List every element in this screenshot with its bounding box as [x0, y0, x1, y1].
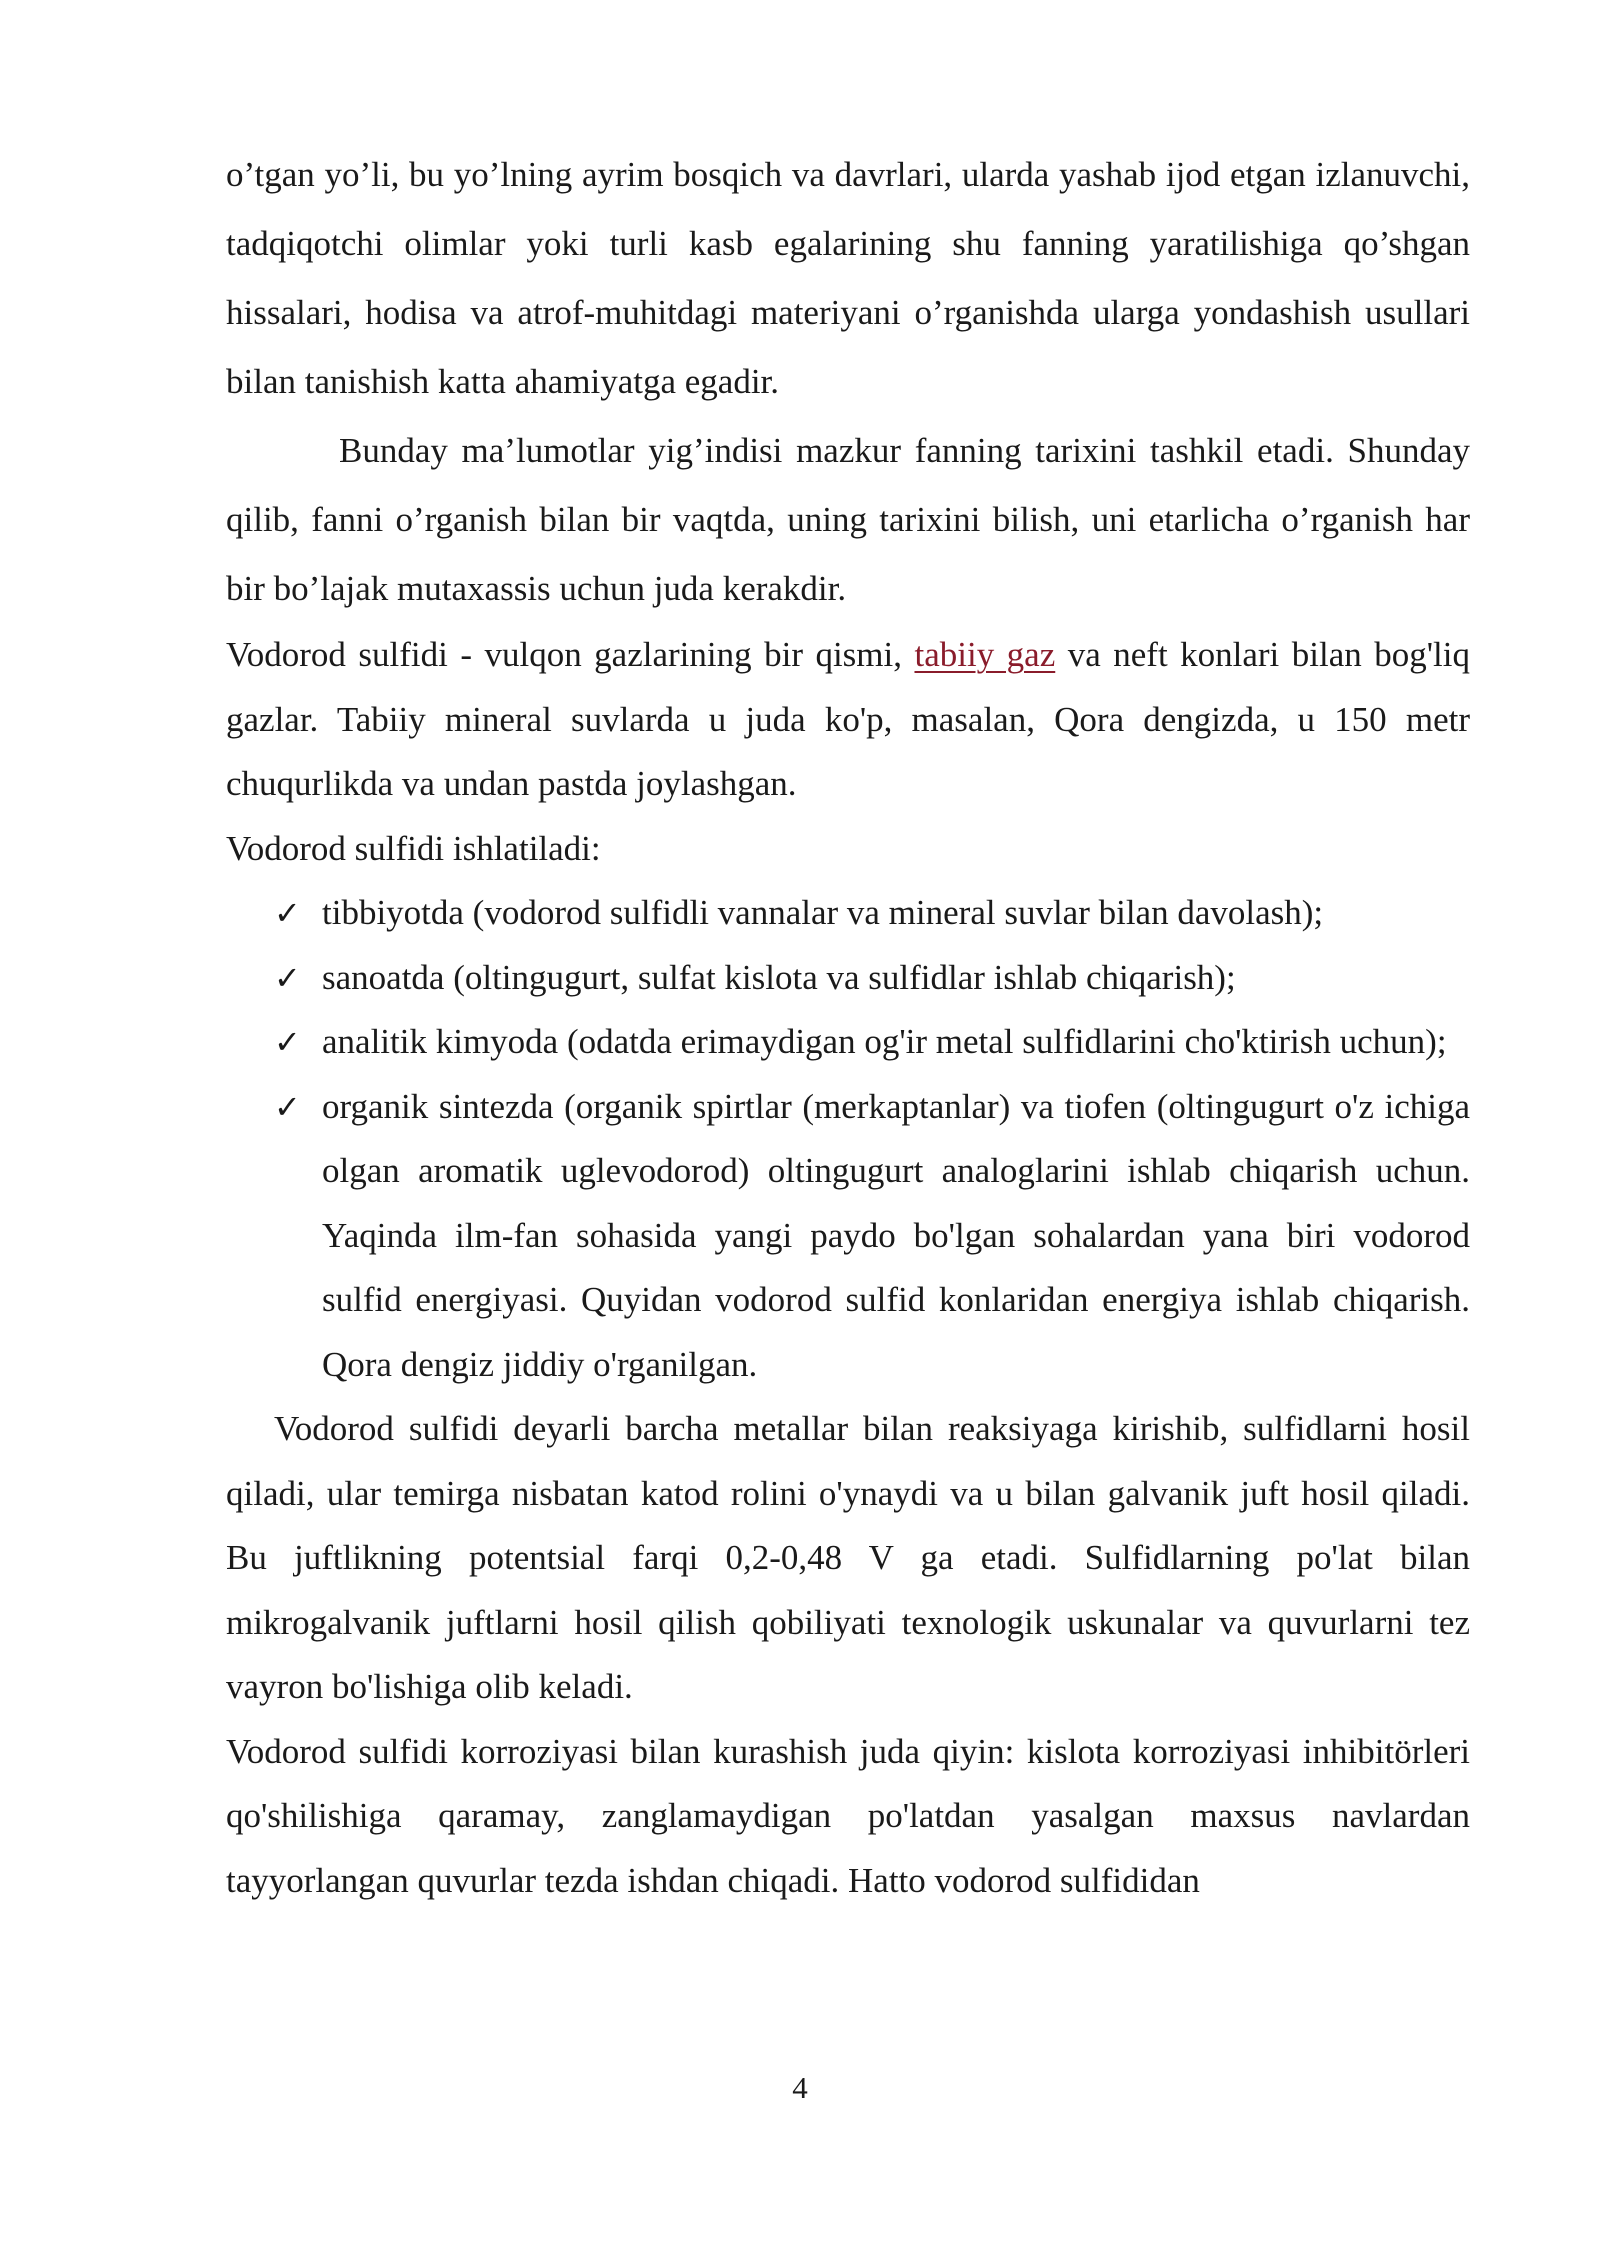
list-item: [226, 1075, 1470, 1398]
paragraph-corrosion: Vodorod sulfidi korroziyasi bilan kurashish juda qiyin: kislota korroziyasi inhibitörleri qo'shilishiga qaramay, zanglamaydigan po'latdan yasalgan maxsus navlardan tayyorlangan quvurlar tezda ishdan chiqadi. Hatto vodorod sulfididan: [226, 1731, 1470, 1900]
list-item-text: analitik kimyoda (odatda erimaydigan og'ir metal sulfidlarini cho'ktirish uchun);: [322, 1022, 1447, 1061]
list-item: [226, 946, 1470, 1011]
list-item: [226, 1010, 1470, 1075]
natural-gas-link[interactable]: tabiiy gaz: [914, 635, 1056, 674]
checkmark-icon: ✓: [274, 1023, 301, 1061]
uses-list: [226, 881, 1470, 1397]
paragraph-text-after-link: va neft konlari bilan bog'liq gazlar. Tabiiy mineral suvlarda u juda ko'p, masalan, Qora dengizda, u 150 metr chuqurlikda va undan pastda joylashgan.: [226, 635, 1470, 803]
paragraph-galvanic-pair: Vodorod sulfidi deyarli barcha metallar bilan reaksiyaga kirishib, sulfidlarni hosil qiladi, ular temirga nisbatan katod rolini o'ynaydi va u bilan galvanik juft hosil qiladi. Bu juftlikning potentsial farqi 0,2-0,48 V ga etadi. Sulfidlarning po'lat bilan mikrogalvanik juftlarni hosil qilish qobiliyati texnologik uskunalar va quvurlarni tez vayron bo'lishiga olib keladi.: [226, 1409, 1470, 1706]
paragraph-hydrogen-sulfide-sources: [226, 623, 1470, 817]
paragraph-text-before-link: Vodorod sulfidi - vulqon gazlarining bir qismi,: [226, 635, 915, 674]
body-text: [226, 140, 1470, 1913]
list-intro: Vodorod sulfidi ishlatiladi:: [226, 828, 601, 868]
paragraph-history-intro: o’tgan yo’li, bu yo’lning ayrim bosqich va davrlari, ularda yashab ijod etgan izlanuvchi, tadqiqotchi olimlar yoki turli kasb egalarining shu fanning yaratilishiga qo’shgan hissalari, hodisa va atrof-muhitdagi materiyani o’rganishda ularga yondashish usullari bilan tanishish katta ahamiyatga egadir.: [226, 155, 1470, 401]
page-number: 4: [792, 2070, 808, 2105]
list-item-text: organik sintezda (organik spirtlar (merkaptanlar) va tiofen (oltingugurt o'z ichiga olgan aromatik uglevodorod) oltingugurt analoglarini ishlab chiqarish uchun. Yaqinda ilm-fan sohasida yangi paydo bo'lgan sohalardan yana biri vodorod sulfid energiyasi. Quyidan vodorod sulfid konlaridan energiya ishlab chiqarish. Qora dengiz jiddiy o'rganilgan.: [322, 1086, 1470, 1384]
list-item-text: sanoatda (oltingugurt, sulfat kislota va sulfidlar ishlab chiqarish);: [322, 957, 1236, 997]
list-item: [226, 881, 1470, 946]
checkmark-icon: ✓: [274, 894, 301, 932]
paragraph-history-summary: Bunday ma’lumotlar yig’indisi mazkur fanning tarixini tashkil etadi. Shunday qilib, fanni o’rganish bilan bir vaqtda, uning tarixini bilish, uni etarlicha o’rganish har bir bo’lajak mutaxassis uchun juda kerakdir.: [226, 431, 1470, 608]
checkmark-icon: ✓: [274, 1087, 301, 1126]
list-item-text: tibbiyotda (vodorod sulfidli vannalar va mineral suvlar bilan davolash);: [322, 893, 1324, 932]
checkmark-icon: ✓: [274, 958, 301, 997]
